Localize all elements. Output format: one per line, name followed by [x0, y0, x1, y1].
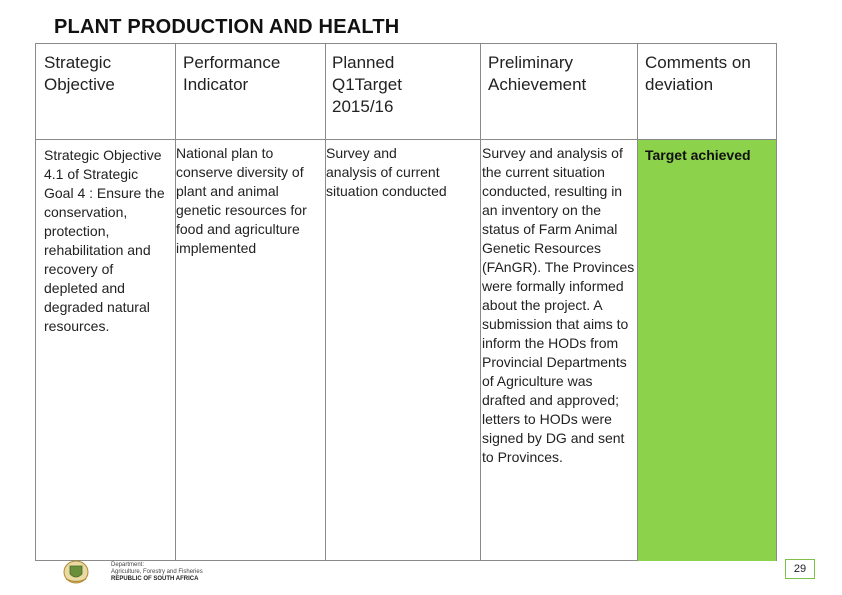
- performance-table: [35, 43, 777, 561]
- cell-performance-indicator: National plan to conserve diversity of plant and animal genetic resources for food and agriculture implemented: [176, 145, 307, 256]
- page-title: PLANT PRODUCTION AND HEALTH: [54, 16, 400, 38]
- department-label: Department:: [111, 562, 145, 568]
- header-comments-on-deviation: Comments on deviation: [645, 53, 751, 94]
- page-number: 29: [785, 559, 815, 579]
- cell-planned-target: Survey and analysis of current situation conducted: [326, 145, 447, 199]
- header-performance-indicator: Performance Indicator: [183, 53, 281, 94]
- header-preliminary-achievement: Preliminary Achievement: [488, 53, 587, 94]
- coat-of-arms-icon: [56, 557, 96, 587]
- cell-strategic-objective: Strategic Objective 4.1 of Strategic Goal 4 : Ensure the conservation, protection, rehabilitation and recovery of depleted and degraded natural resources.: [44, 147, 165, 334]
- department-footer: [111, 562, 203, 583]
- cell-comment-deviation: Target achieved: [645, 147, 751, 163]
- comment-status-highlight: [638, 140, 776, 561]
- header-planned-target: Planned Q1Target 2015/16: [332, 53, 402, 116]
- cell-preliminary-achievement: Survey and analysis of the current situation conducted, resulting in an inventory on the status of Farm Animal Genetic Resources (FAnGR). The Provinces were formally informed about the project. A submission that aims to inform the HODs from Provincial Departments of Agriculture was drafted and approved; letters to HODs were signed by DG and sent to Provinces.: [482, 145, 635, 465]
- department-name: Agriculture, Forestry and Fisheries: [111, 569, 203, 575]
- header-strategic-objective: Strategic Objective: [44, 53, 115, 94]
- country-name: REPUBLIC OF SOUTH AFRICA: [111, 576, 199, 582]
